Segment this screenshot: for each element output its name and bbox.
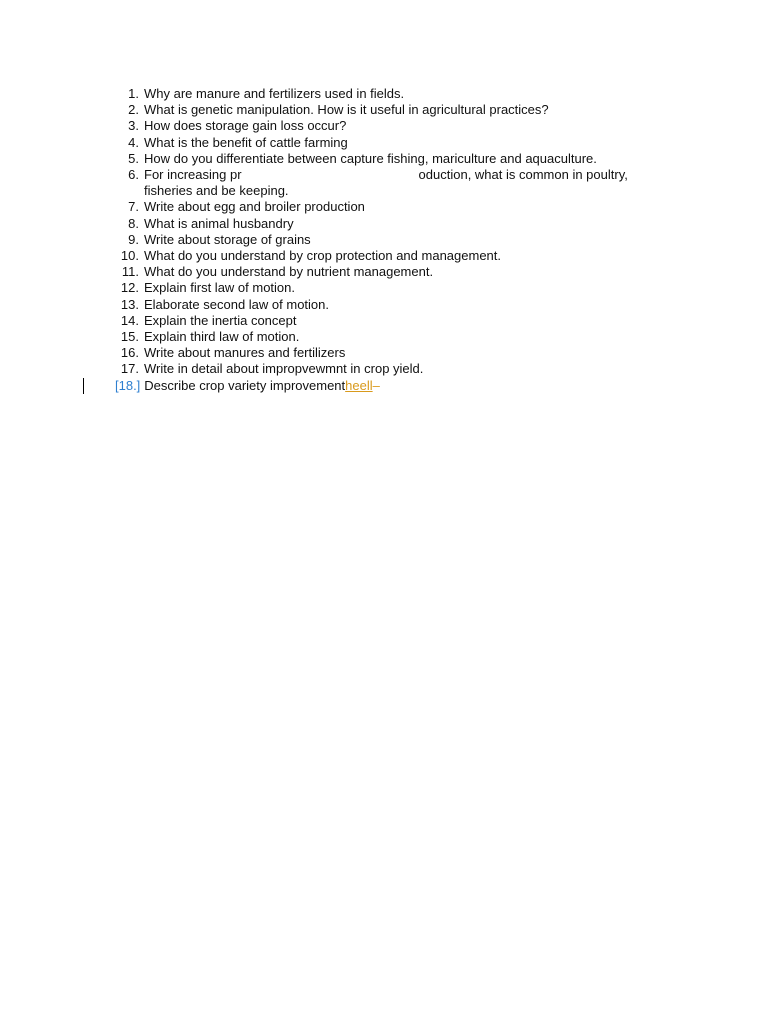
tracked-insertion[interactable]: heell (345, 377, 373, 393)
list-item-text[interactable]: What is genetic manipulation. How is it useful in agricultural practices? (144, 102, 549, 118)
list-item-tracked (112, 378, 672, 394)
list-item (112, 118, 672, 134)
list-item (112, 313, 672, 329)
tracked-insertion-mark: – (372, 377, 380, 393)
list-item-text[interactable]: Write about manures and fertilizers (144, 345, 346, 361)
text-cursor (83, 378, 84, 394)
list-item-text-part2: oduction, what is common in poultry, (418, 167, 628, 183)
question-list (112, 86, 672, 394)
list-item-text[interactable]: What do you understand by crop protection and management. (144, 248, 501, 264)
list-item (112, 102, 672, 118)
list-number: 4. (128, 134, 139, 150)
list-item (112, 167, 672, 199)
list-item (112, 199, 672, 215)
list-item-text[interactable]: Write in detail about impropvewmnt in crop yield. (144, 361, 424, 377)
list-item-text[interactable]: What is the benefit of cattle farming (144, 134, 348, 150)
list-item-text[interactable]: Write about storage of grains (144, 231, 311, 247)
list-item (112, 280, 672, 296)
list-item-text[interactable]: Explain first law of motion. (144, 280, 296, 296)
list-number: 6. (128, 167, 139, 183)
list-item (112, 232, 672, 248)
list-number: 12. (120, 280, 139, 296)
list-item (112, 361, 672, 377)
list-item-text[interactable] (144, 378, 672, 394)
list-item-text-main: Describe crop variety improvement (144, 377, 346, 393)
list-item-text[interactable]: What do you understand by nutrient management. (144, 264, 434, 280)
list-number: 17. (120, 361, 139, 377)
list-item (112, 297, 672, 313)
list-item (112, 345, 672, 361)
list-number: 8. (128, 215, 139, 231)
list-item-text[interactable]: How do you differentiate between capture fishing, mariculture and aquaculture. (144, 150, 597, 166)
list-item-text[interactable]: Explain the inertia concept (144, 312, 297, 328)
list-item-text[interactable] (139, 167, 672, 199)
list-number: 3. (128, 118, 139, 134)
list-number: 16. (120, 345, 139, 361)
list-item (112, 86, 672, 102)
list-number: 10. (120, 248, 139, 264)
list-item (112, 329, 672, 345)
list-number: 2. (128, 102, 139, 118)
list-number: 7. (128, 199, 139, 215)
tracked-list-number: [18.] (115, 377, 141, 393)
list-item-text[interactable]: Explain third law of motion. (144, 329, 300, 345)
list-item (112, 216, 672, 232)
list-item-text-part1: For increasing pr (144, 167, 242, 183)
list-item-text[interactable]: Elaborate second law of motion. (144, 296, 329, 312)
list-item-text[interactable]: How does storage gain loss occur? (144, 118, 347, 134)
list-item (112, 135, 672, 151)
list-number: 1. (128, 86, 139, 101)
list-item-text[interactable]: Why are manure and fertilizers used in fields. (144, 86, 405, 101)
list-item-text[interactable]: Write about egg and broiler production (144, 199, 365, 215)
list-number: 15. (120, 329, 139, 345)
list-number: 11. (121, 264, 139, 280)
list-number: 5. (128, 150, 139, 166)
list-item (112, 248, 672, 264)
list-item-text[interactable]: What is animal husbandry (144, 215, 294, 231)
list-item-text-line2: fisheries and be keeping. (144, 183, 289, 199)
list-number: 14. (120, 312, 139, 328)
list-item (112, 264, 672, 280)
list-number: 13. (120, 296, 139, 312)
list-number: 9. (128, 231, 139, 247)
list-item (112, 151, 672, 167)
